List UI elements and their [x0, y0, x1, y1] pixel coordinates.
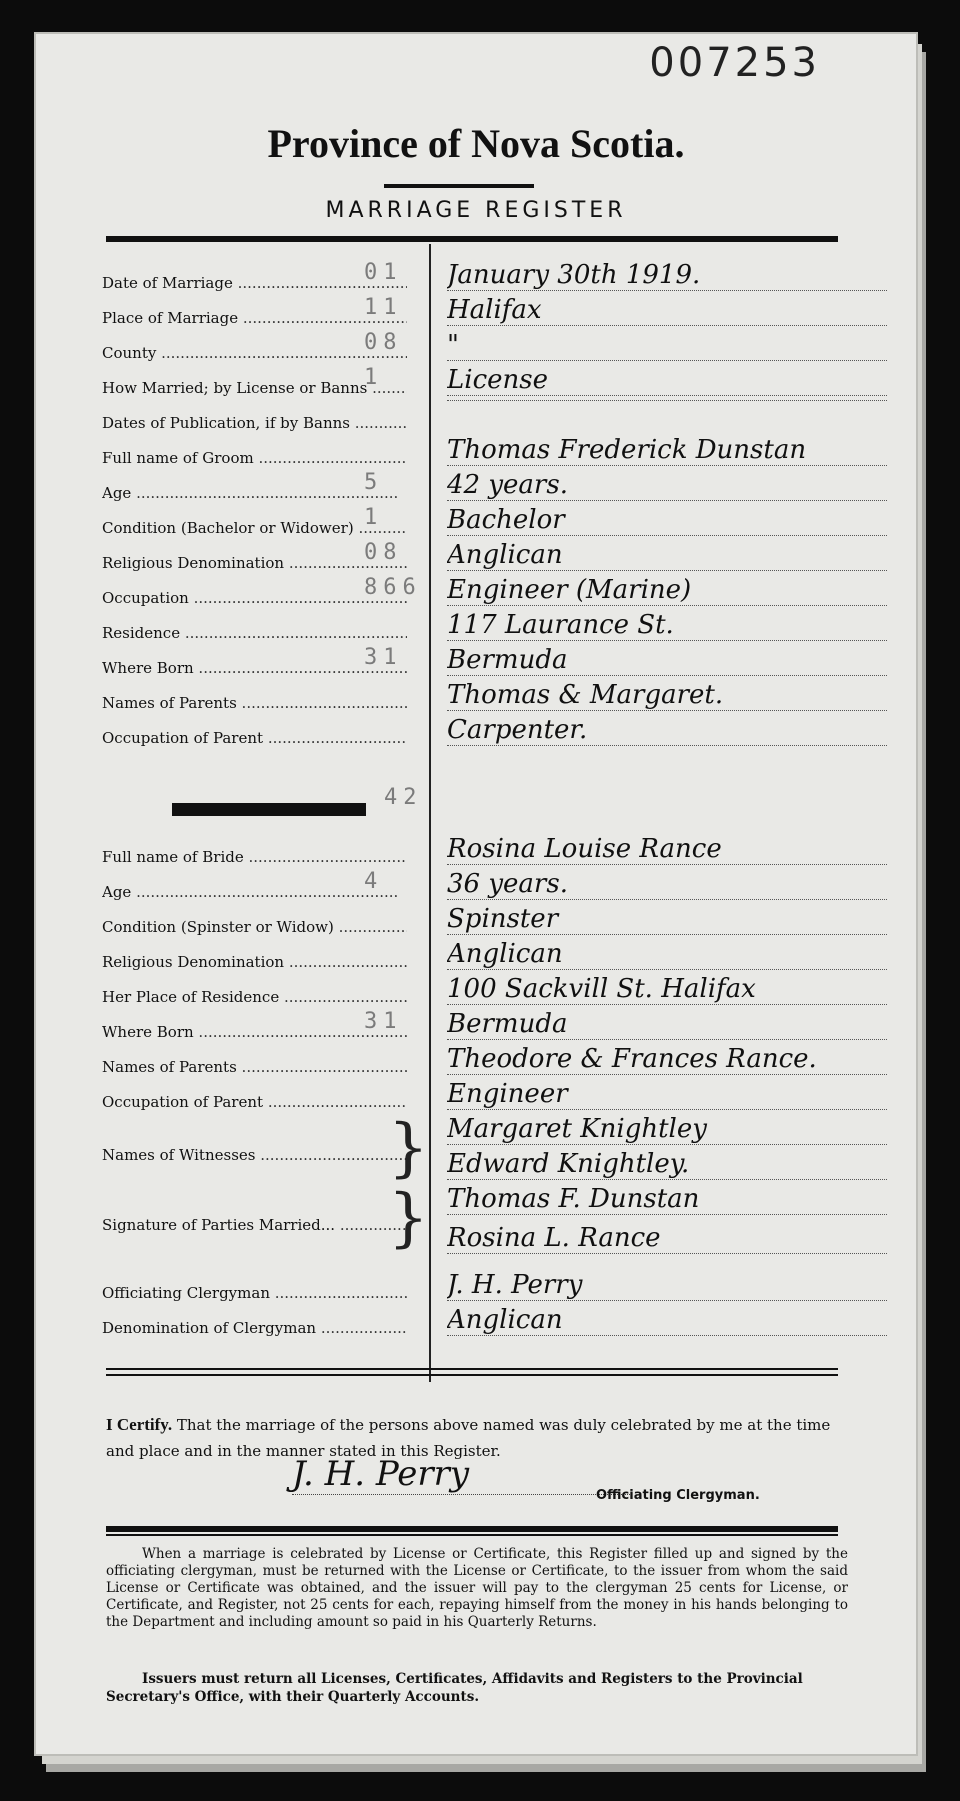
certify-text: That the marriage of the persons above named was duly celebrated by me at the time and place and in the manner stated in this Register. [106, 1416, 831, 1460]
field-label: Religious Denomination ..... [102, 554, 407, 572]
signatures-brace: } [388, 1181, 429, 1255]
field-value: Bermuda [447, 1009, 887, 1040]
field-code: 31 [364, 1009, 403, 1034]
witnesses-brace: } [388, 1111, 429, 1185]
field-code: 1 [364, 505, 384, 530]
field-code: 31 [364, 645, 403, 670]
field-code: 01 [364, 260, 403, 285]
field-label: Her Place of Residence ..... [102, 988, 407, 1006]
field-value: Anglican [447, 939, 887, 970]
field-value: Thomas Frederick Dunstan [447, 435, 887, 466]
field-value: License [447, 365, 887, 396]
field-label: Condition (Spinster or Widow) ..... [102, 918, 407, 936]
field-value: Engineer (Marine) [447, 575, 887, 606]
field-value: Engineer [447, 1079, 887, 1110]
field-value: Bachelor [447, 505, 887, 536]
field-label: Names of Parents ..... [102, 1058, 407, 1076]
footer-divider [106, 1526, 838, 1532]
field-label: How Married; by License or Banns ..... [102, 379, 407, 397]
field-label: Signature of Parties Married... ..... [102, 1216, 407, 1234]
field-code: 4 [364, 869, 384, 894]
field-label: Denomination of Clergyman ..... [102, 1319, 407, 1337]
section-code: 42 [384, 785, 423, 810]
field-label: County ..... [102, 344, 407, 362]
field-label: Officiating Clergyman ..... [102, 1284, 407, 1302]
row-clergy-denomination [102, 1305, 892, 1345]
register-form [36, 34, 916, 1754]
field-value: Anglican [447, 540, 887, 571]
row-groom-parent-occupation [102, 715, 892, 755]
field-value: January 30th 1919. [447, 260, 887, 291]
field-label: Where Born ..... [102, 659, 407, 677]
witness-value: Edward Knightley. [447, 1149, 887, 1180]
signature-value: Rosina L. Rance [447, 1223, 887, 1254]
field-label: Names of Witnesses ..... [102, 1146, 407, 1164]
field-label: Occupation of Parent ..... [102, 729, 407, 747]
row-signature-groom [102, 1184, 892, 1224]
field-value: 117 Laurance St. [447, 610, 887, 641]
field-label: Full name of Bride ..... [102, 848, 407, 866]
field-label: Condition (Bachelor or Widower) ..... [102, 519, 407, 537]
field-value: Bermuda [447, 645, 887, 676]
field-value: Carpenter. [447, 715, 887, 746]
field-label: Full name of Groom ..... [102, 449, 407, 467]
form-subtitle: MARRIAGE REGISTER [325, 198, 627, 223]
field-label: Date of Marriage ..... [102, 274, 407, 292]
field-value: Anglican [447, 1305, 887, 1336]
page-title: Province of Nova Scotia. [267, 121, 685, 166]
field-code: 5 [364, 470, 384, 495]
register-number-stamp: 007253 [649, 40, 820, 86]
field-value [447, 400, 887, 401]
certify-top-rule [106, 1368, 838, 1370]
field-value: Halifax [447, 295, 887, 326]
field-label: Where Born ..... [102, 1023, 407, 1041]
signature-value: Thomas F. Dunstan [447, 1184, 887, 1215]
return-instructions: Issuers must return all Licenses, Certificates, Affidavits and Registers to the Provincial Secretary's Office, with their Quarterly Accounts. [106, 1671, 803, 1705]
field-label: Residence ..... [102, 624, 407, 642]
field-label: Place of Marriage ..... [102, 309, 407, 327]
certifying-role: Officiating Clergyman. [596, 1488, 760, 1503]
field-value: 100 Sackvill St. Halifax [447, 974, 887, 1005]
field-code: 1 [364, 365, 384, 390]
instructions-notice: When a marriage is celebrated by License or Certificate, this Register filled up and signed by the officiating clergyman, must be returned with the License or Certificate, to the issuer from whom the said License or Certificate was obtained, and the issuer will pay to the clergyman 25 cents for License, or Certificate, and Register, not 25 cents for each, repaying himself from the money in his hands belonging to the Department and including amount so paid in his Quarterly Returns. [106, 1546, 848, 1630]
field-value: Rosina Louise Rance [447, 834, 887, 865]
field-code: 08 [364, 540, 403, 565]
title-underline [384, 184, 534, 188]
field-value: Thomas & Margaret. [447, 680, 887, 711]
field-label: Age ..... [102, 484, 407, 502]
section-separator-bar [172, 803, 366, 816]
field-value: 42 years. [447, 470, 887, 501]
field-label: Age ..... [102, 883, 407, 901]
footer-divider-thin [106, 1534, 838, 1536]
field-code: 11 [364, 295, 403, 320]
header-divider [106, 236, 838, 242]
field-label: Names of Parents ..... [102, 694, 407, 712]
field-value: Theodore & Frances Rance. [447, 1044, 887, 1075]
field-label: Dates of Publication, if by Banns ..... [102, 414, 407, 432]
certify-top-rule-2 [106, 1374, 838, 1376]
field-value: Spinster [447, 904, 887, 935]
field-value: J. H. Perry [447, 1270, 887, 1301]
field-label: Occupation ..... [102, 589, 407, 607]
field-value: 36 years. [447, 869, 887, 900]
witness-value: Margaret Knightley [447, 1114, 887, 1145]
certifying-signature: J. H. Perry [292, 1454, 632, 1495]
field-label: Occupation of Parent ..... [102, 1093, 407, 1111]
field-code: 866 [364, 575, 422, 600]
certify-lead: I Certify. [106, 1415, 173, 1434]
field-code: 08 [364, 330, 403, 355]
field-label: Religious Denomination ..... [102, 953, 407, 971]
field-value: " [447, 330, 887, 361]
